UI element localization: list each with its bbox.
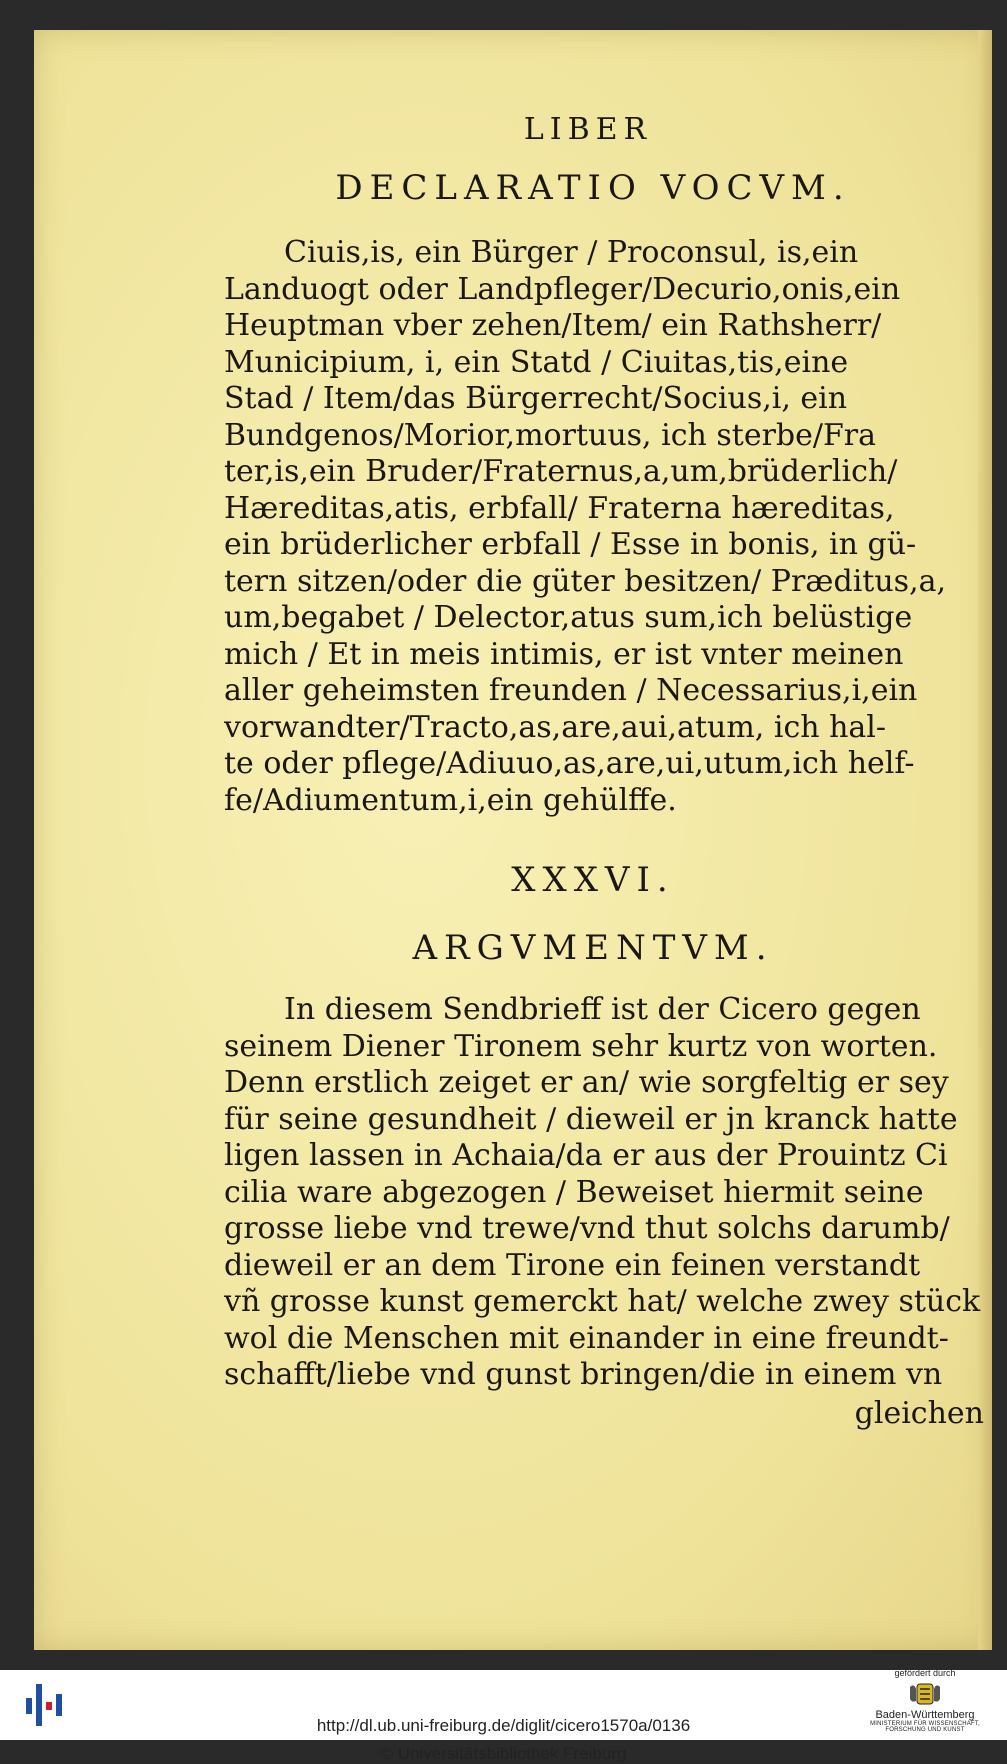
text-line: dieweil er an dem Tirone ein feinen verstandt bbox=[224, 1247, 921, 1283]
argument-title: ARGVMENTVM. bbox=[412, 928, 774, 968]
text-line: Municipium, i, ein Statd / Ciuitas,tis,eine bbox=[224, 344, 849, 380]
letter-numeral: XXXVI. bbox=[511, 860, 675, 900]
text-line: fe/Adiumentum,i,ein gehülffe. bbox=[224, 782, 677, 818]
vocabulary-paragraph bbox=[224, 235, 984, 819]
coat-of-arms-icon bbox=[908, 1681, 942, 1707]
text-line: Ciuis,is, ein Bürger / Proconsul, is,ein bbox=[284, 235, 859, 270]
text-line: te oder pflege/Adiuuo,as,are,ui,utum,ich helf- bbox=[224, 746, 915, 781]
text-line: Hæreditas,atis, erbfall/ Fraterna hæreditas, bbox=[224, 490, 895, 526]
text-line: um,begabet / Delector,atus sum,ich belüstige bbox=[224, 600, 913, 635]
text-line: Denn erstlich zeiget er an/ wie sorgfeltig er sey bbox=[224, 1065, 949, 1100]
text-line: vorwandter/Tracto,as,are,aui,atum, ich hal- bbox=[224, 709, 887, 745]
text-line: seinem Diener Tironem sehr kurtz von worten. bbox=[224, 1028, 938, 1064]
text-line: für seine gesundheit / dieweil er jn kranck hatte bbox=[224, 1101, 958, 1137]
sponsor-state: Baden-Württemberg bbox=[875, 1709, 975, 1721]
scan-border bbox=[0, 1650, 1007, 1670]
sponsor-label: gefördert durch bbox=[894, 1668, 956, 1678]
text-line: grosse liebe vnd trewe/vnd thut solchs darumb/ bbox=[224, 1211, 950, 1246]
text-line: Stad / Item/das Bürgerrecht/Socius,i, ein bbox=[224, 381, 848, 416]
text-line: ein brüderlicher erbfall / Esse in bonis, in gü- bbox=[224, 527, 917, 562]
text-line: ligen lassen in Achaia/da er aus der Prouintz Ci bbox=[224, 1138, 948, 1173]
book-page bbox=[34, 30, 992, 1650]
catchword: gleichen bbox=[854, 1396, 984, 1431]
text-line: mich / Et in meis intimis, er ist vnter meinen bbox=[224, 636, 904, 672]
text-line: cilia ware abgezogen / Beweiset hiermit seine bbox=[224, 1174, 924, 1210]
sponsor-ministry: MINISTERIUM FÜR WISSENSCHAFT, FORSCHUNG UND KUNST bbox=[870, 1721, 980, 1733]
argument-paragraph bbox=[224, 992, 984, 1394]
text-line: In diesem Sendbrieff ist der Cicero gegen bbox=[284, 992, 921, 1027]
page-url[interactable]: http://dl.ub.uni-freiburg.de/diglit/cicero1570a/0136 bbox=[316, 1716, 691, 1735]
running-head: LIBER bbox=[523, 112, 653, 147]
section-title: DECLARATIO VOCVM. bbox=[335, 168, 851, 208]
text-line: schafft/liebe vnd gunst bringen/die in einem vn bbox=[224, 1357, 943, 1392]
text-line: Landuogt oder Landpfleger/Decurio,onis,ein bbox=[224, 271, 901, 307]
text-line: vñ grosse kunst gemerckt hat/ welche zwey stück bbox=[224, 1284, 981, 1319]
text-line: wol die Menschen mit einander in eine freundt- bbox=[224, 1320, 949, 1356]
text-line: Heuptman vber zehen/Item/ ein Rathsherr/ bbox=[224, 308, 882, 343]
copyright-notice: © Universitätsbibliothek Freiburg bbox=[380, 1744, 627, 1763]
text-line: tern sitzen/oder die güter besitzen/ Præditus,a, bbox=[224, 563, 947, 599]
text-line: aller geheimsten freunden / Necessarius,i,ein bbox=[224, 673, 918, 708]
text-line: Bundgenos/Morior,mortuus, ich sterbe/Fra bbox=[224, 417, 877, 453]
text-line: ter,is,ein Bruder/Fraternus,a,um,brüderlich/ bbox=[224, 454, 898, 489]
sponsor-block bbox=[865, 1668, 985, 1733]
